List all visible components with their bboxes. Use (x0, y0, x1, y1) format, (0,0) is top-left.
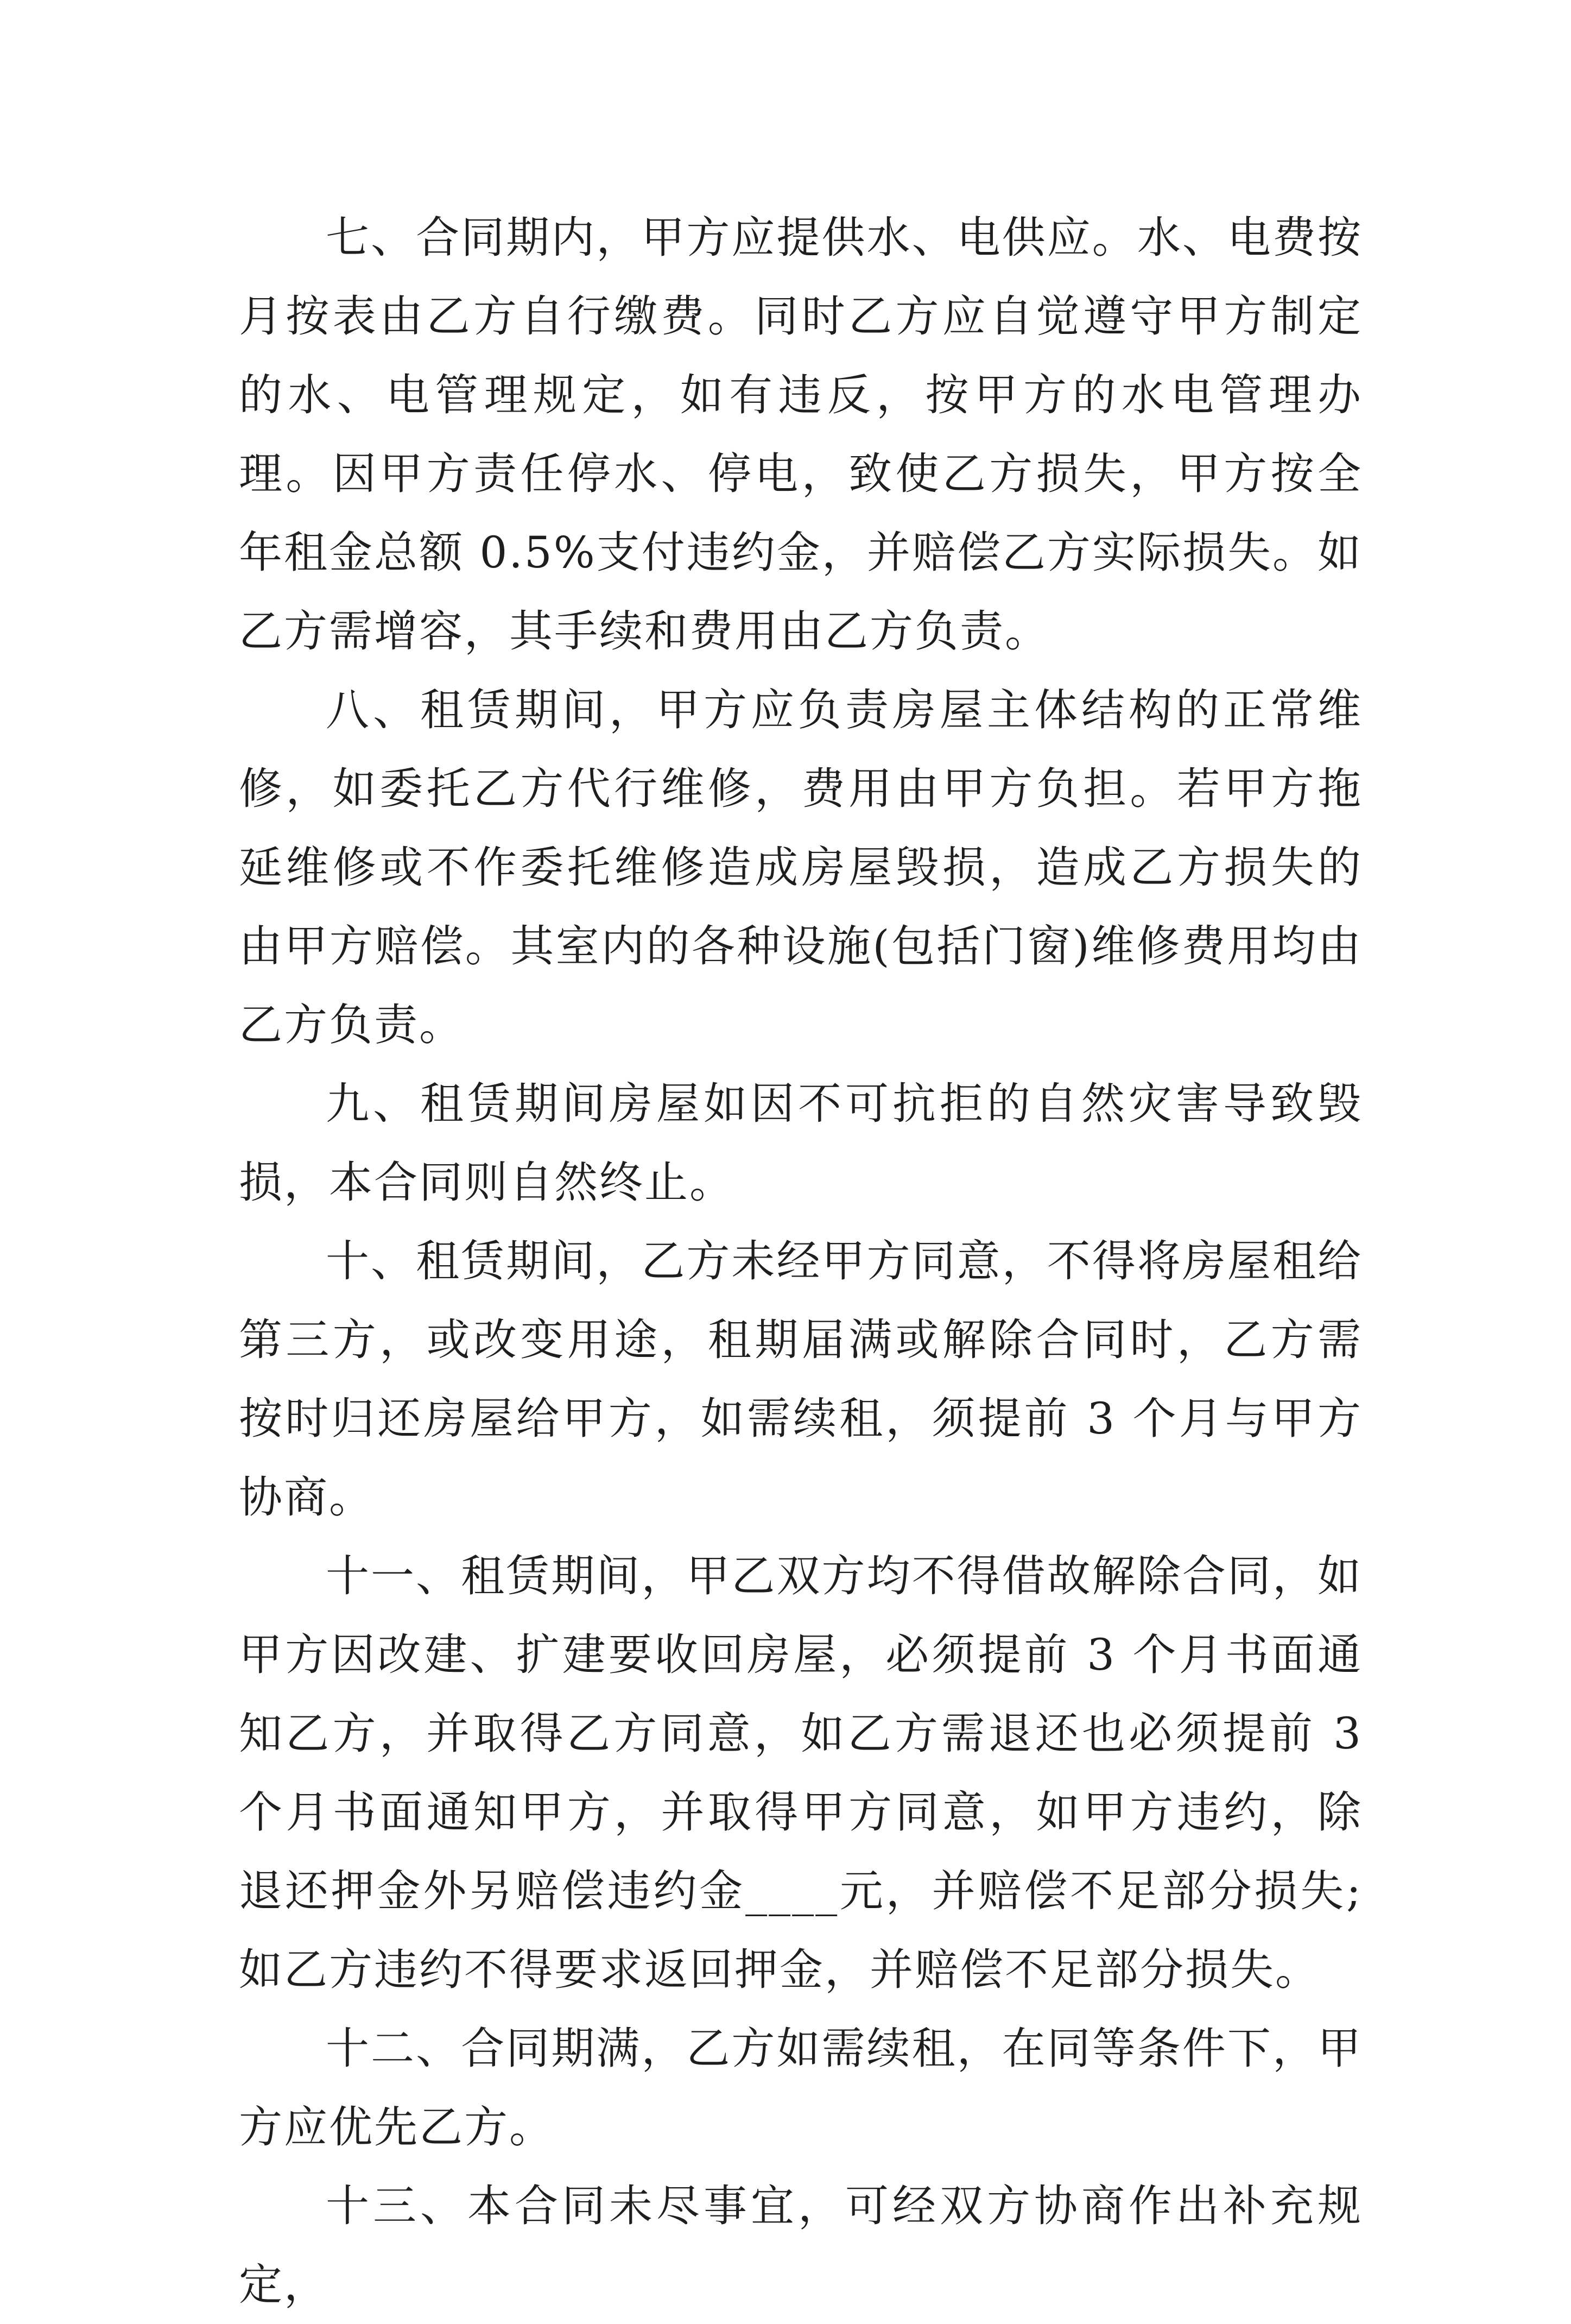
clause-13-paragraph: 十三、本合同未尽事宜，可经双方协商作出补充规定， (239, 2181, 1363, 2310)
clause-11-paragraph: 十一、租赁期间，甲乙双方均不得借故解除合同，如甲方因改建、扩建要收回房屋，必须提前 3 个月书面通知乙方，并取得乙方同意，如乙方需退还也必须提前 3 个月书面通知甲方，并取得甲方同意，如甲方违约，除退还押金外另赔偿违约金____元，并赔偿不足部分损失;如乙方违约不得要求返回押金，并赔偿不足部分损失。 (239, 1551, 1363, 1995)
contract-body (239, 198, 1363, 2324)
clause-12-paragraph: 十二、合同期满，乙方如需续租，在同等条件下，甲方应优先乙方。 (239, 2023, 1363, 2152)
clause-10-paragraph: 十、租赁期间，乙方未经甲方同意，不得将房屋租给第三方，或改变用途，租期届满或解除合同时，乙方需按时归还房屋给甲方，如需续租，须提前 3 个月与甲方协商。 (239, 1236, 1363, 1523)
clause-9-paragraph: 九、租赁期间房屋如因不可抗拒的自然灾害导致毁损，本合同则自然终止。 (239, 1078, 1363, 1208)
clause-8-paragraph: 八、租赁期间，甲方应负责房屋主体结构的正常维修，如委托乙方代行维修，费用由甲方负担。若甲方拖延维修或不作委托维修造成房屋毁损，造成乙方损失的由甲方赔偿。其室内的各种设施(包括门窗)维修费用均由乙方负责。 (239, 685, 1363, 1050)
clause-7-paragraph: 七、合同期内，甲方应提供水、电供应。水、电费按月按表由乙方自行缴费。同时乙方应自觉遵守甲方制定的水、电管理规定，如有违反，按甲方的水电管理办理。因甲方责任停水、停电，致使乙方损失，甲方按全年租金总额 0.5%支付违约金，并赔偿乙方实际损失。如乙方需增容，其手续和费用由乙方负责。 (239, 212, 1363, 656)
